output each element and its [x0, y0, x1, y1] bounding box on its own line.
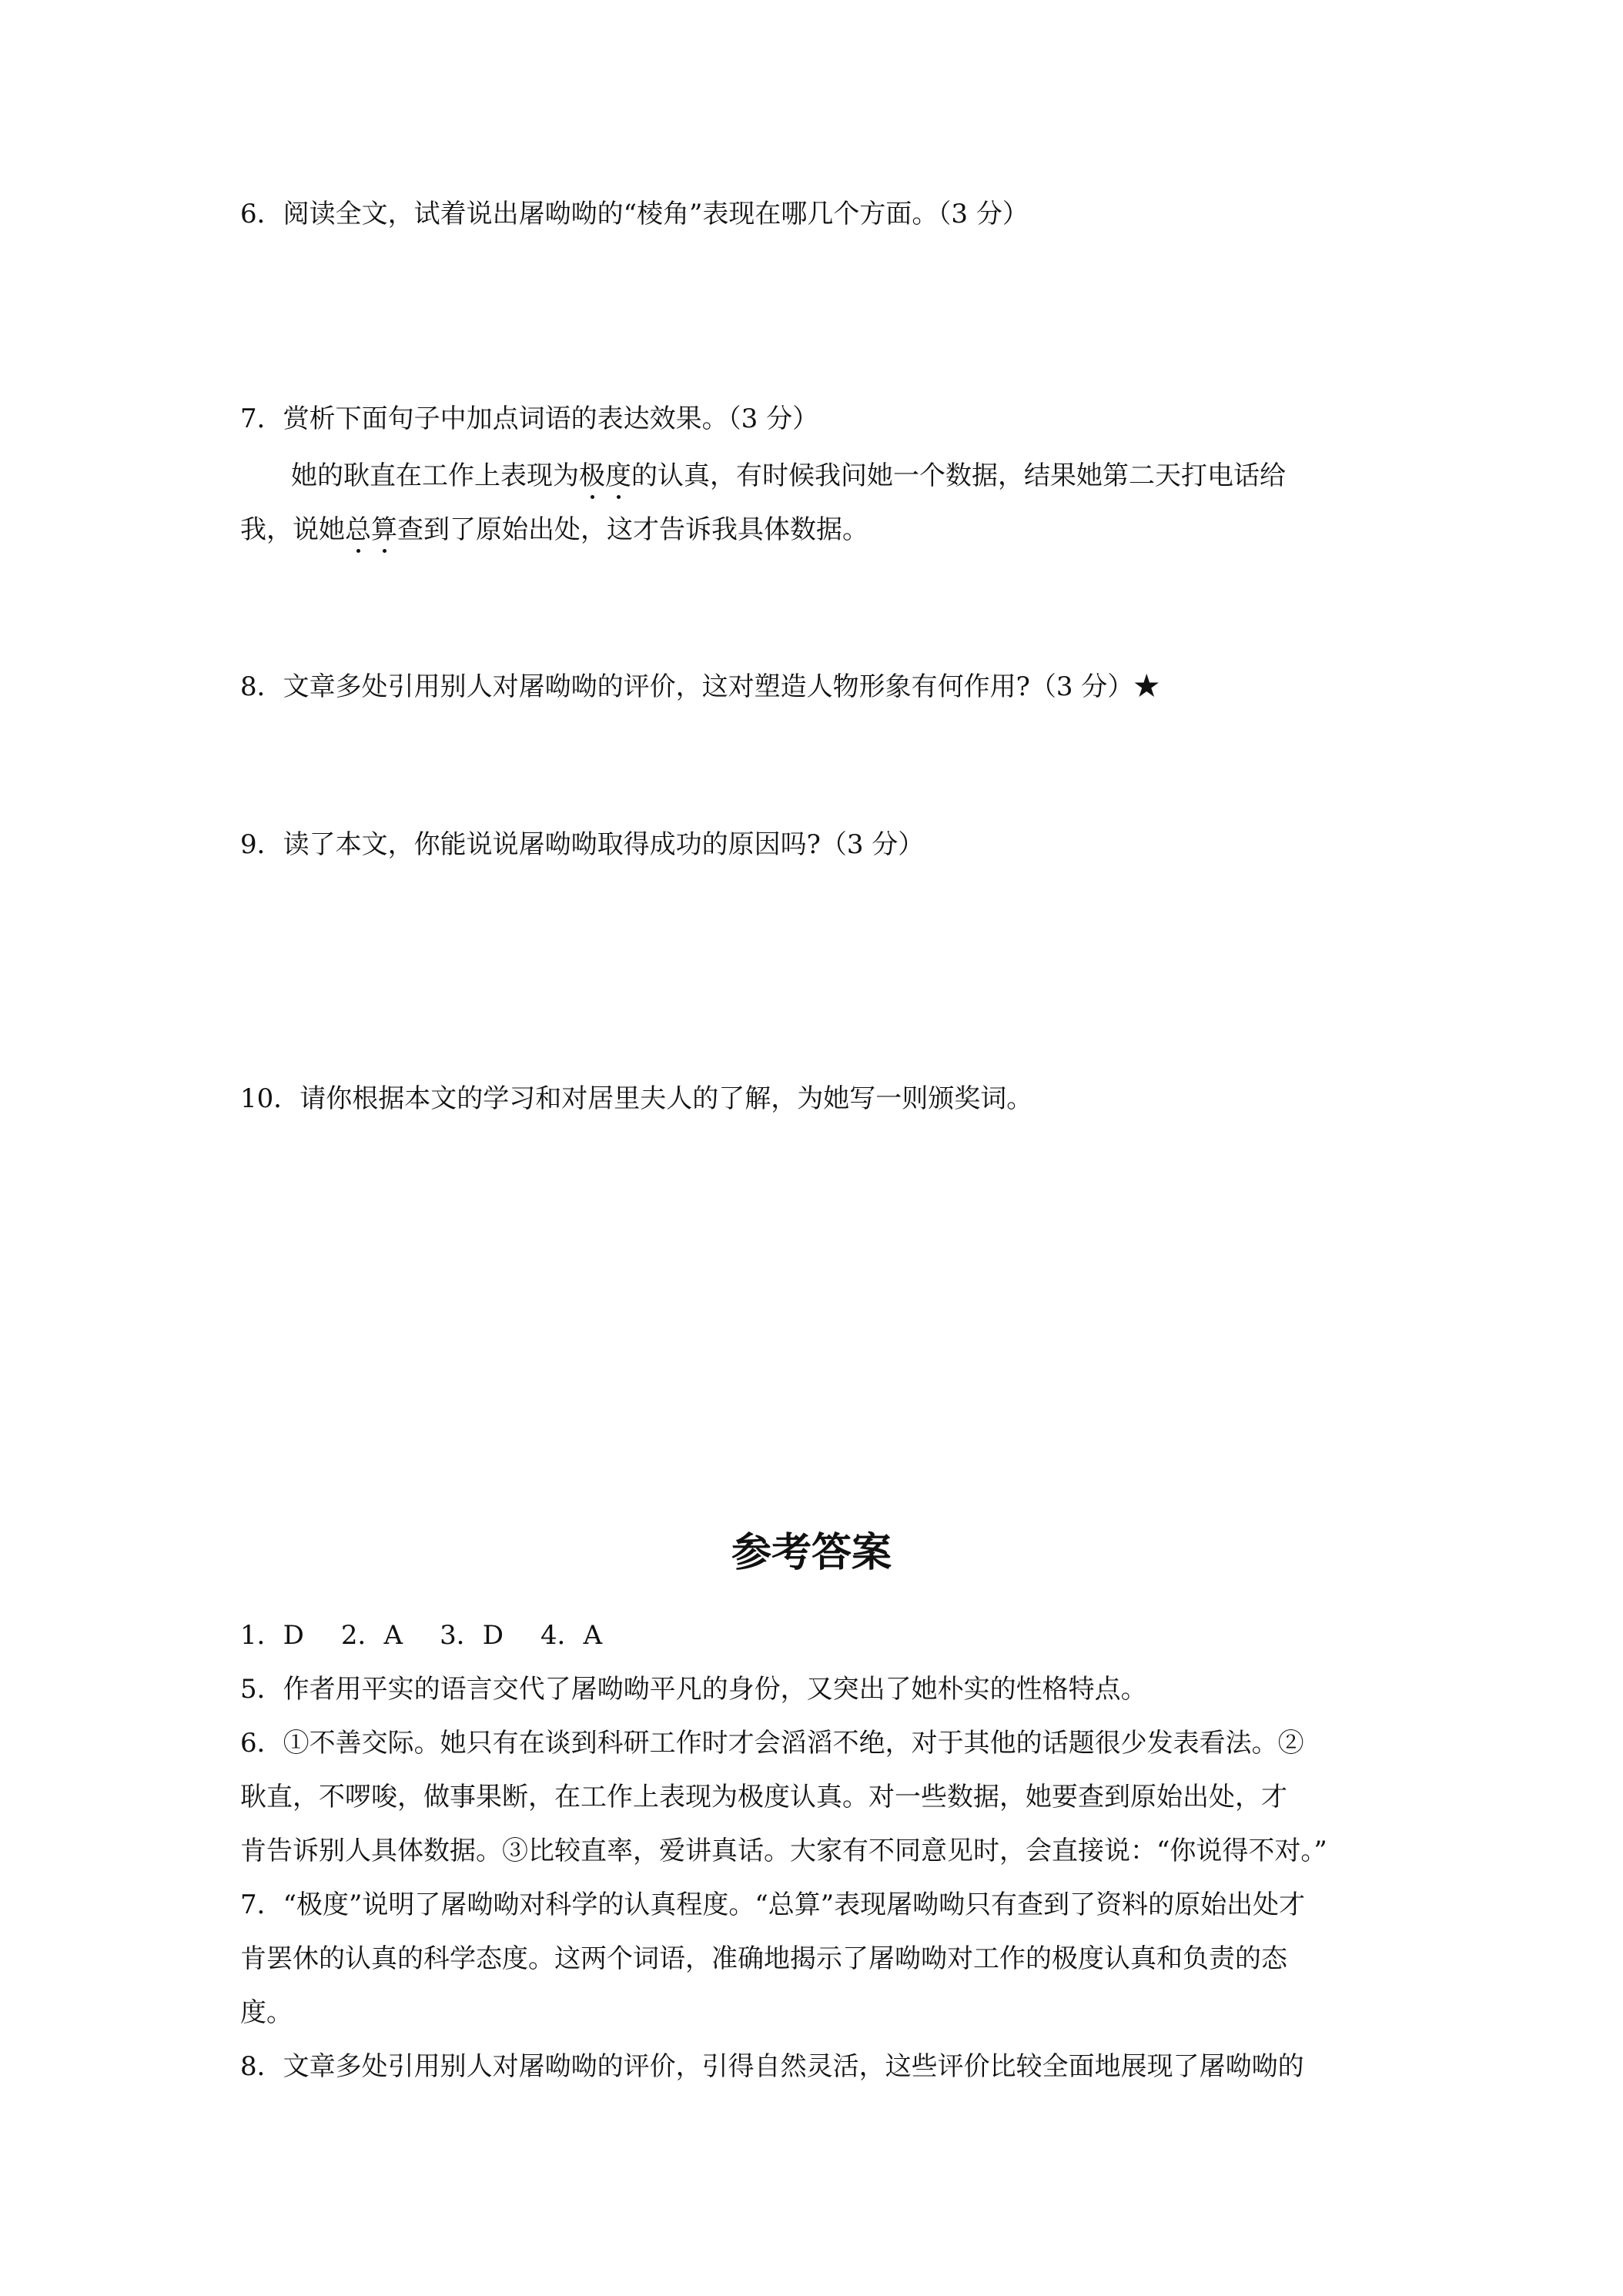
question-9: 9．读了本文，你能说说屠呦呦取得成功的原因吗?（3 分）	[240, 829, 925, 860]
answer-6-line-2: 耿直，不啰唆，做事果断，在工作上表现为极度认真。对一些数据，她要查到原始出处，才	[240, 1782, 1287, 1812]
emphasized-char: 度	[605, 460, 631, 491]
answer-7-line-1: 7．“极度”说明了屠呦呦对科学的认真程度。“总算”表现屠呦呦只有查到了资料的原始出处才	[240, 1889, 1306, 1920]
emphasized-char: 极	[579, 460, 605, 491]
question-7: 7．赏析下面句子中加点词语的表达效果。（3 分）	[240, 403, 819, 434]
answer-1: 1．D	[240, 1620, 304, 1651]
emphasized-char: 算	[371, 514, 397, 545]
answer-7-line-2: 肯罢休的认真的科学态度。这两个词语，准确地揭示了屠呦呦对工作的极度认真和负责的态	[240, 1943, 1287, 1974]
emphasized-char: 总	[345, 514, 371, 545]
answer-6-line-1: 6．①不善交际。她只有在谈到科研工作时才会滔滔不绝，对于其他的话题很少发表看法。②	[240, 1728, 1304, 1759]
answer-8-line-1: 8．文章多处引用别人对屠呦呦的评价，引得自然灵活，这些评价比较全面地展现了屠呦呦的	[240, 2051, 1304, 2082]
passage-text: 的认真，有时候我问她一个数据，结果她第二天打电话给	[631, 460, 1286, 491]
passage-text: 她的耿直在工作上表现为	[291, 460, 579, 491]
question-8: 8．文章多处引用别人对屠呦呦的评价，这对塑造人物形象有何作用?（3 分）★	[240, 671, 1160, 702]
question-6: 6．阅读全文，试着说出屠呦呦的“棱角”表现在哪几个方面。（3 分）	[240, 199, 1029, 229]
answers-title: 参考答案	[731, 1530, 892, 1576]
passage-text: 我，说她	[240, 514, 345, 545]
answer-3: 3．D	[440, 1620, 504, 1651]
answer-7-line-3: 度。	[240, 1997, 293, 2028]
answer-4: 4．A	[540, 1620, 603, 1651]
answers-multiple-choice	[240, 1620, 639, 1651]
question-7-passage-line-2	[240, 514, 868, 545]
question-7-passage-line-1	[291, 460, 1286, 491]
passage-text: 查到了原始出处，这才告诉我具体数据。	[397, 514, 868, 545]
answer-2: 2．A	[340, 1620, 403, 1651]
question-10: 10．请你根据本文的学习和对居里夫人的了解，为她写一则颁奖词。	[240, 1083, 1033, 1114]
answer-5: 5．作者用平实的语言交代了屠呦呦平凡的身份，又突出了她朴实的性格特点。	[240, 1674, 1147, 1705]
answer-6-line-3: 肯告诉别人具体数据。③比较直率，爱讲真话。大家有不同意见时，会直接说：“你说得不对。”	[240, 1836, 1327, 1866]
